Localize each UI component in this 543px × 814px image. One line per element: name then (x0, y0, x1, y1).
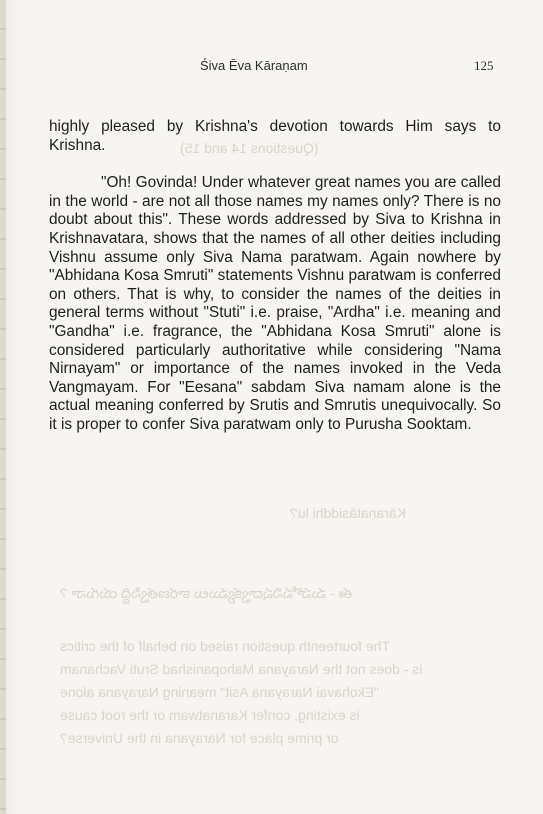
bleed-through-text: ఈ - మహోపనిషద్వాక్యములు కారణత్వసిద్ధి యగునా ? (60, 585, 353, 601)
bleed-through-text: is existing, confer Karanatwam or the root cause (60, 707, 360, 723)
paragraph-2: "Oh! Govinda! Under whatever great names you are called in the world - are not all those names my names only? There is no doubt about this". These words addressed by Siva to Krishna in Krishnavatara, shows that the names of all other deities including Vishnu assume only Siva Nama paratwam. Again nowhere by "Abhidana Kosa Smruti" statements Vishnu paratwam is conferred on others. That is why, to consider the names of the deities in general terms without "Stuti" i.e. praise, "Ardha" i.e. meaning and "Gandha" i.e. fragrance, the "Abhidana Kosa Smruti" alone is considered particularly authoritative while considering "Nama Nirnayam" or importance of the names invoked in the Veda Vangmayam. For "Eesana" sabdam Siva namam alone is the actual meaning conferred by Srutis and Smrutis unequivocally. So it is proper to confer Siva paratwam only to Purusha Sooktam. (49, 174, 501, 433)
bleed-through-text: "Ekohavai Narayana Asit" meaning Narayana alone (60, 684, 379, 700)
bleed-through-text: (Questions 14 and 15) (180, 140, 319, 156)
page-binding-edge (0, 0, 6, 814)
running-title: Śiva Ēva Kāraṇam (200, 58, 308, 73)
bleed-through-text: The fourteenth question raised on behalf of the critics (60, 638, 390, 654)
page-number: 125 (474, 58, 494, 73)
paragraph-1: highly pleased by Krishna's devotion towards Him says to Krishna. (49, 118, 501, 154)
bleed-through-text: is - does not the Narayana Mahopanishad Sruti Vachanam (60, 661, 423, 677)
page-header (0, 58, 543, 78)
bleed-through-text: or prime place for Narayana in the Universe? (60, 730, 339, 746)
bleed-through-text: Kāraṇatāsiddhi lu? (290, 505, 406, 521)
body-text (49, 118, 501, 435)
